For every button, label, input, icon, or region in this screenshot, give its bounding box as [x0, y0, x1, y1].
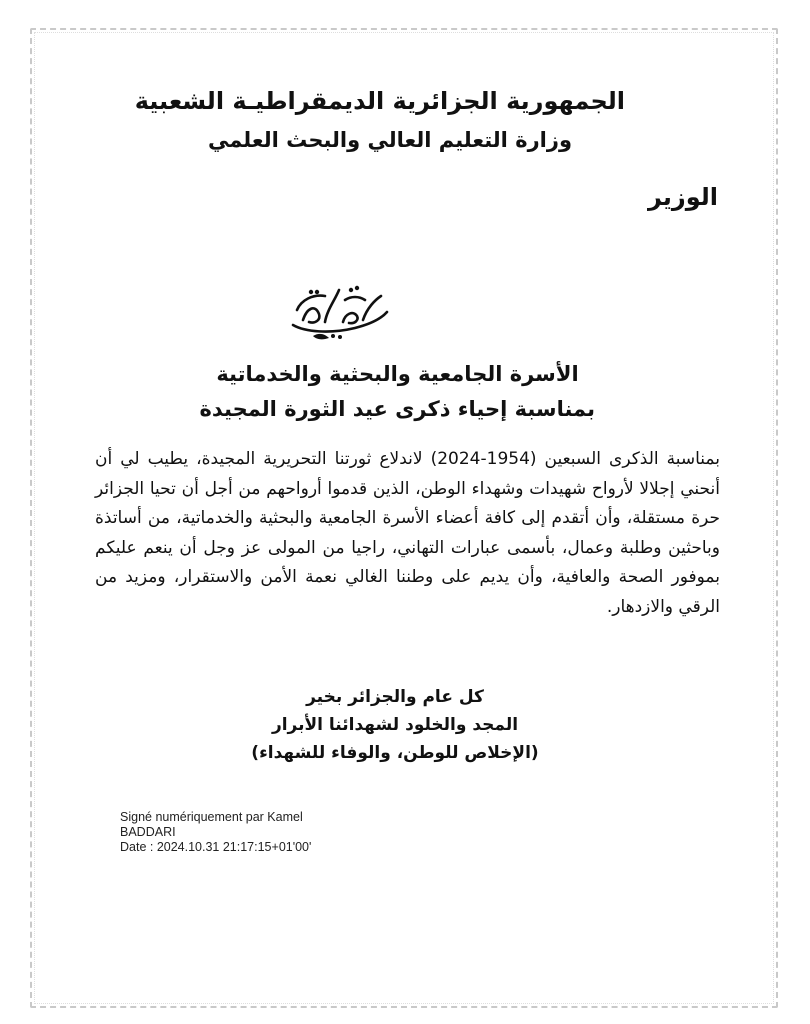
- minister-title: الوزير: [647, 183, 718, 211]
- ministry-heading: وزارة التعليم العالي والبحث العلمي: [207, 128, 573, 152]
- message-body: [95, 445, 720, 622]
- closing-line-1: كل عام والجزائر بخير: [306, 687, 484, 707]
- republic-heading: الجمهورية الجزائرية الديمقراطيـة الشعبية: [134, 87, 625, 115]
- closing-line-3: (الإخلاص للوطن، والوفاء للشهداء): [251, 743, 539, 763]
- closing-line-2: المجد والخلود لشهدائنا الأبرار: [271, 715, 519, 735]
- message-paragraph: بمناسبة الذكرى السبعين (1954-2024) لاندلاع ثورتنا التحريرية المجيدة، يطيب لي أن أنحني إجلالا لأرواح شهيدات وشهداء الوطن، الذين قدموا أرواحهم من أجل أن تحيا الجزائر حرة مستقلة، وأن أتقدم إلى كافة أعضاء الأسرة الجامعية والبحثية والخدماتية، من أساتذة وباحثين وطلبة وعمال، بأسمى عبارات التهاني، راجيا من المولى عز وجل أن ينعم عليكم بموفور الصحة والعافية، وأن يديم على وطننا الغالي نعمة الأمن والاستقرار، ومزيد من الرقي والازدهار.: [95, 449, 720, 617]
- signature-line-2: BADDARI: [120, 825, 176, 839]
- closing-block: [230, 683, 560, 767]
- recipient-heading: الأسرة الجامعية والبحثية والخدماتية: [216, 362, 579, 386]
- signature-date: Date : 2024.10.31 21:17:15+01'00': [120, 840, 312, 854]
- occasion-heading: بمناسبة إحياء ذكرى عيد الثورة المجيدة: [199, 397, 595, 421]
- greeting-calligraphy: [285, 270, 395, 345]
- digital-signature: [120, 810, 311, 855]
- signature-line-1: Signé numériquement par Kamel: [120, 810, 303, 824]
